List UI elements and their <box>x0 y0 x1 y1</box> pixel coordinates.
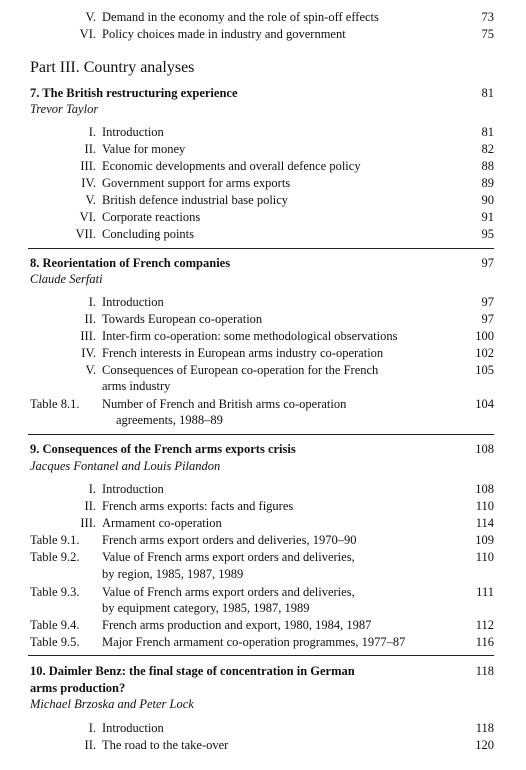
table-number: Table 8.1. <box>30 397 80 411</box>
section-number: I. <box>88 295 96 309</box>
section-title: Introduction <box>102 482 164 496</box>
page-number: 97 <box>481 295 494 309</box>
chapter-title-continued: arms production? <box>30 681 126 695</box>
table-title-continued: agreements, 1988–89 <box>116 413 223 427</box>
page-number: 111 <box>476 585 494 599</box>
section-title: Consequences of European co-operation for the French <box>102 363 379 377</box>
page-number: 118 <box>475 664 494 678</box>
section-number: VI. <box>79 27 96 41</box>
page-number: 118 <box>475 721 494 735</box>
page-number: 104 <box>475 397 494 411</box>
section-title: French interests in European arms industry co-operation <box>102 346 384 360</box>
page-number: 90 <box>481 193 494 207</box>
table-number: Table 9.3. <box>30 585 80 599</box>
section-number: I. <box>88 721 96 735</box>
section-title: Armament co-operation <box>102 516 222 530</box>
table-number: Table 9.4. <box>30 618 80 632</box>
section-title: Demand in the economy and the role of spin-off effects <box>102 10 379 24</box>
page-number: 100 <box>475 329 494 343</box>
page-number: 112 <box>475 618 494 632</box>
section-number: II. <box>84 312 96 326</box>
section-title: Introduction <box>102 125 164 139</box>
page-number: 95 <box>481 227 494 241</box>
table-title-continued: by region, 1985, 1987, 1989 <box>102 567 244 581</box>
section-number: III. <box>80 159 96 173</box>
section-number: VI. <box>79 210 96 224</box>
section-title: Introduction <box>102 295 164 309</box>
page-number: 73 <box>481 10 494 24</box>
section-number: II. <box>84 499 96 513</box>
divider <box>28 655 494 656</box>
section-title: Concluding points <box>102 227 195 241</box>
section-number: I. <box>88 482 96 496</box>
page-number: 108 <box>475 442 494 456</box>
page-number: 114 <box>475 516 494 530</box>
section-title: French arms exports: facts and figures <box>102 499 294 513</box>
divider <box>28 248 494 249</box>
table-number: Table 9.1. <box>30 533 80 547</box>
section-number: IV. <box>81 176 96 190</box>
page-number: 97 <box>481 256 494 270</box>
page-number: 75 <box>481 27 494 41</box>
section-title: Value for money <box>102 142 186 156</box>
table-title: French arms production and export, 1980, 1984, 1987 <box>102 618 372 632</box>
table-number: Table 9.2. <box>30 550 80 564</box>
page-number: 88 <box>481 159 494 173</box>
page-number: 82 <box>481 142 494 156</box>
page-number: 116 <box>475 635 494 649</box>
author-name: Claude Serfati <box>30 272 103 286</box>
chapter-title: 8. Reorientation of French companies <box>30 256 231 270</box>
section-number: II. <box>84 738 96 752</box>
page-number: 89 <box>481 176 494 190</box>
section-title: Introduction <box>102 721 164 735</box>
section-number: IV. <box>81 346 96 360</box>
section-title: The road to the take-over <box>102 738 229 752</box>
part-heading: Part III. Country analyses <box>30 59 195 76</box>
table-title: Number of French and British arms co-operation <box>102 397 347 411</box>
section-number: I. <box>88 125 96 139</box>
section-title: Corporate reactions <box>102 210 201 224</box>
page-number: 110 <box>475 550 494 564</box>
author-name: Trevor Taylor <box>30 102 99 116</box>
page-number: 109 <box>475 533 494 547</box>
section-number: II. <box>84 142 96 156</box>
section-number: V. <box>85 363 96 377</box>
table-title-continued: by equipment category, 1985, 1987, 1989 <box>102 601 310 615</box>
section-title: Towards European co-operation <box>102 312 263 326</box>
table-title: French arms export orders and deliveries, 1970–90 <box>102 533 357 547</box>
table-number: Table 9.5. <box>30 635 80 649</box>
page-number: 110 <box>475 499 494 513</box>
section-title-continued: arms industry <box>102 379 171 393</box>
section-title: Inter-firm co-operation: some methodological observations <box>102 329 398 343</box>
divider <box>28 434 494 435</box>
page-number: 91 <box>481 210 494 224</box>
section-number: V. <box>85 10 96 24</box>
table-title: Value of French arms export orders and deliveries, <box>102 585 355 599</box>
author-name: Jacques Fontanel and Louis Pilandon <box>30 459 221 473</box>
section-number: VII. <box>75 227 96 241</box>
page-number: 108 <box>475 482 494 496</box>
section-number: III. <box>80 516 96 530</box>
page-number: 81 <box>481 86 494 100</box>
page-number: 81 <box>481 125 494 139</box>
table-title: Value of French arms export orders and deliveries, <box>102 550 355 564</box>
section-number: V. <box>85 193 96 207</box>
page-number: 105 <box>475 363 494 377</box>
author-name: Michael Brzoska and Peter Lock <box>30 697 194 711</box>
section-number: III. <box>80 329 96 343</box>
section-title: British defence industrial base policy <box>102 193 289 207</box>
page-number: 97 <box>481 312 494 326</box>
section-title: Policy choices made in industry and government <box>102 27 346 41</box>
chapter-title: 9. Consequences of the French arms exports crisis <box>30 442 296 456</box>
section-title: Economic developments and overall defence policy <box>102 159 361 173</box>
page-number: 102 <box>475 346 494 360</box>
table-title: Major French armament co-operation programmes, 1977–87 <box>102 635 406 649</box>
chapter-title: 7. The British restructuring experience <box>30 86 238 100</box>
chapter-title: 10. Daimler Benz: the final stage of concentration in German <box>30 664 355 678</box>
page-number: 120 <box>475 738 494 752</box>
section-title: Government support for arms exports <box>102 176 291 190</box>
